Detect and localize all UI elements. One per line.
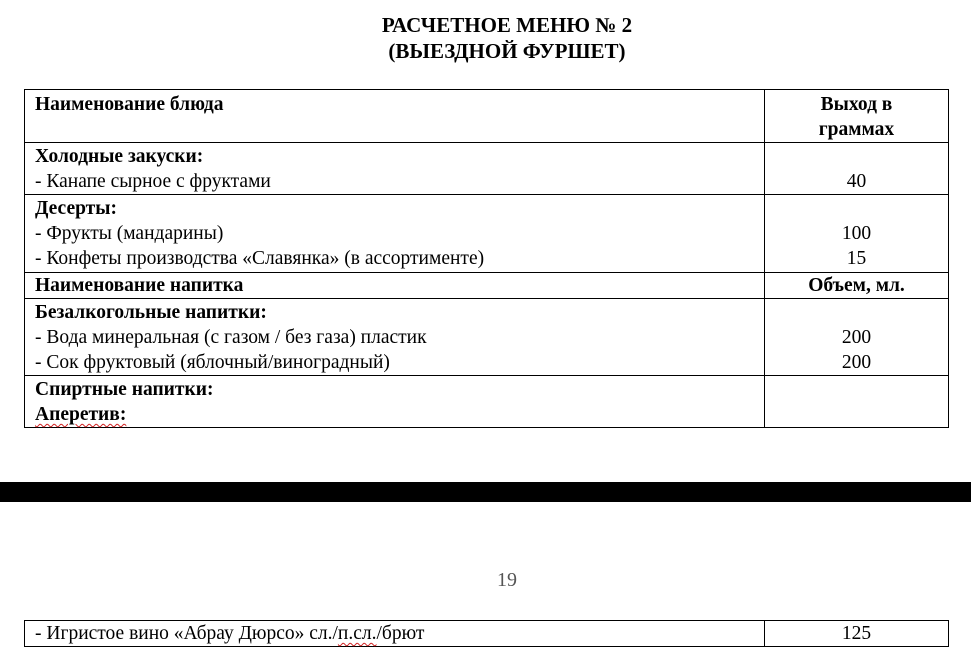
header-drink: Наименование напитка <box>35 275 244 296</box>
cold-snacks-qty-cell <box>765 143 949 195</box>
item-qty: 200 <box>841 352 872 373</box>
header-output-cell <box>765 90 949 143</box>
desserts-qty-cell <box>765 195 949 273</box>
section-title: Десерты: <box>35 198 117 219</box>
header-output-line2: граммах <box>818 119 895 140</box>
table-row <box>25 143 949 195</box>
item-qty: 125 <box>841 623 872 644</box>
soft-drinks-cell <box>25 299 765 376</box>
soft-drinks-qty-cell <box>765 299 949 376</box>
item-name: - Канапе сырное с фруктами <box>35 171 271 192</box>
header-dish-cell <box>25 90 765 143</box>
section-title: Холодные закуски: <box>35 146 204 167</box>
header-dish: Наименование блюда <box>35 94 224 115</box>
item-qty: 15 <box>846 248 867 269</box>
table-row <box>25 195 949 273</box>
item-name-marked: п.сл. <box>337 623 377 644</box>
document-subtitle: (ВЫЕЗДНОЙ ФУРШЕТ) <box>388 39 626 63</box>
menu-table <box>24 89 949 428</box>
sparkling-wine-cell <box>25 621 765 647</box>
table-row <box>25 376 949 428</box>
item-qty: 100 <box>841 223 872 244</box>
header-volume: Объем, мл. <box>808 275 905 296</box>
sparkling-wine-qty-cell <box>765 621 949 647</box>
table-row <box>25 621 949 647</box>
page-number: 19 <box>497 569 517 591</box>
item-name-prefix: - Игристое вино «Абрау Дюрсо» сл./ <box>35 623 338 644</box>
menu-table-continued <box>24 620 949 647</box>
alcohol-cell <box>25 376 765 428</box>
section-subtitle: Аперетив: <box>35 404 127 425</box>
item-name: - Фрукты (мандарины) <box>35 223 224 244</box>
document-title: РАСЧЕТНОЕ МЕНЮ № 2 <box>381 13 633 37</box>
alcohol-qty-cell <box>765 376 949 428</box>
item-name: - Конфеты производства «Славянка» (в ассортименте) <box>35 248 485 269</box>
table-header-row <box>25 273 949 299</box>
table-row <box>25 299 949 376</box>
item-name-suffix: /брют <box>376 623 425 644</box>
desserts-cell <box>25 195 765 273</box>
page-break <box>0 482 971 502</box>
table-header-row <box>25 90 949 143</box>
item-qty: 200 <box>841 327 872 348</box>
item-qty: 40 <box>846 171 867 192</box>
item-name: - Сок фруктовый (яблочный/виноградный) <box>35 352 390 373</box>
header-output-line1: Выход в <box>820 94 893 115</box>
cold-snacks-cell <box>25 143 765 195</box>
header-drink-cell <box>25 273 765 299</box>
section-title: Безалкогольные напитки: <box>35 302 267 323</box>
section-title: Спиртные напитки: <box>35 379 214 400</box>
header-volume-cell <box>765 273 949 299</box>
item-name: - Вода минеральная (с газом / без газа) пластик <box>35 327 427 348</box>
